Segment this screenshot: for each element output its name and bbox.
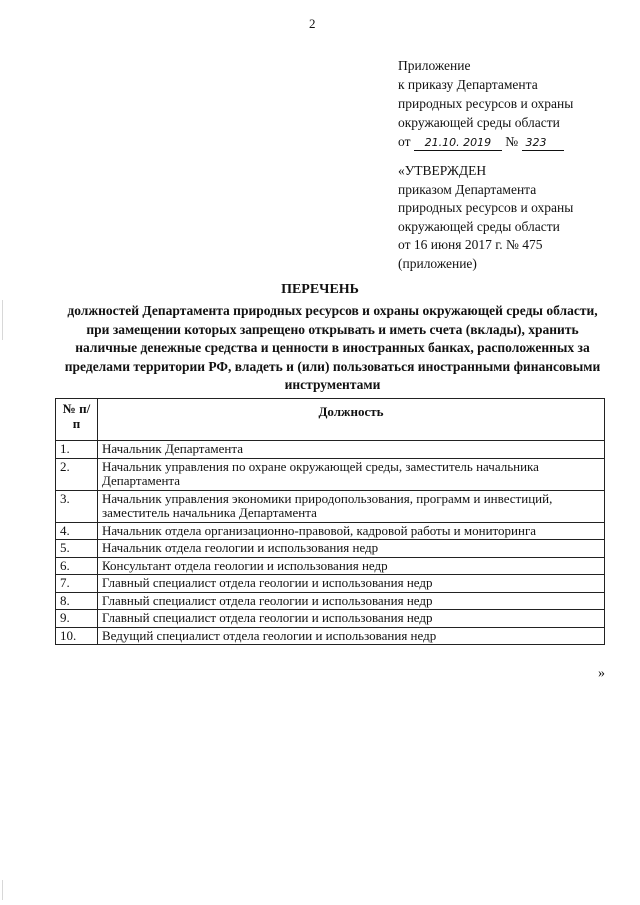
table-row xyxy=(56,458,605,490)
row-number: 7. xyxy=(56,575,98,593)
from-label: от xyxy=(398,134,411,149)
row-position: Начальник отдела геологии и использования недр xyxy=(98,540,605,558)
page-number: 2 xyxy=(309,16,316,31)
approved-line: приказом Департамента xyxy=(398,181,537,197)
appendix-line: Приложение xyxy=(398,58,471,73)
document-subtitle: должностей Департамента природных ресурсов и охраны окружающей среды области, при замещении которых запрещено открывать и иметь счета (вклады), хранить наличные денежные средства и ценности в иностранных банках, расположенных за пределами территории РФ, владеть и (или) пользоваться иностранными финансовыми инструментами xyxy=(64,303,601,392)
row-number: 5. xyxy=(56,540,98,558)
appendix-line: окружающей среды области xyxy=(398,115,560,130)
table-row xyxy=(56,522,605,540)
document-title: ПЕРЕЧЕНЬ xyxy=(281,282,359,297)
appendix-block xyxy=(398,56,573,151)
approved-line: от 16 июня 2017 г. № 475 xyxy=(398,237,543,252)
scan-edge xyxy=(2,300,3,340)
positions-table xyxy=(55,398,605,645)
table-row xyxy=(56,540,605,558)
row-position: Ведущий специалист отдела геологии и использования недр xyxy=(98,627,605,645)
table-row xyxy=(56,490,605,522)
table-row xyxy=(56,575,605,593)
number-label: № xyxy=(505,134,519,149)
approved-line: «УТВЕРЖДЕН xyxy=(398,163,487,178)
row-number: 9. xyxy=(56,610,98,628)
table-row xyxy=(56,610,605,628)
table-row xyxy=(56,627,605,645)
row-position: Главный специалист отдела геологии и использования недр xyxy=(98,610,605,628)
table-row xyxy=(56,441,605,459)
scan-edge xyxy=(2,880,3,900)
row-number: 6. xyxy=(56,557,98,575)
table-header-row xyxy=(56,399,605,441)
handwritten-date: 21.10. 2019 xyxy=(414,136,502,151)
row-number: 2. xyxy=(56,458,98,490)
appendix-line: к приказу Департамента xyxy=(398,77,538,92)
row-number: 4. xyxy=(56,522,98,540)
table-row xyxy=(56,557,605,575)
row-position: Главный специалист отдела геологии и использования недр xyxy=(98,575,605,593)
row-position: Начальник управления экономики природопользования, программ и инвестиций, заместитель начальника Департамента xyxy=(98,490,605,522)
row-position: Начальник управления по охране окружающей среды, заместитель начальника Департамента xyxy=(98,458,605,490)
row-number: 8. xyxy=(56,592,98,610)
approved-line: (приложение) xyxy=(398,255,477,271)
row-position: Начальник отдела организационно-правовой, кадровой работы и мониторинга xyxy=(98,522,605,540)
header-position: Должность xyxy=(98,399,605,441)
approved-line: окружающей среды области xyxy=(398,218,560,234)
row-position: Консультант отдела геологии и использования недр xyxy=(98,557,605,575)
row-position: Начальник Департамента xyxy=(98,441,605,459)
approved-line: природных ресурсов и охраны xyxy=(398,200,574,215)
row-position: Главный специалист отдела геологии и использования недр xyxy=(98,592,605,610)
closing-quote-mark: » xyxy=(598,666,605,681)
row-number: 1. xyxy=(56,441,98,459)
handwritten-number: 323 xyxy=(522,136,564,151)
row-number: 10. xyxy=(56,627,98,645)
order-date-line xyxy=(398,132,573,151)
header-number: № п/п xyxy=(56,399,98,441)
table-row xyxy=(56,592,605,610)
row-number: 3. xyxy=(56,490,98,522)
approved-block xyxy=(398,162,573,273)
appendix-line: природных ресурсов и охраны xyxy=(398,96,574,111)
